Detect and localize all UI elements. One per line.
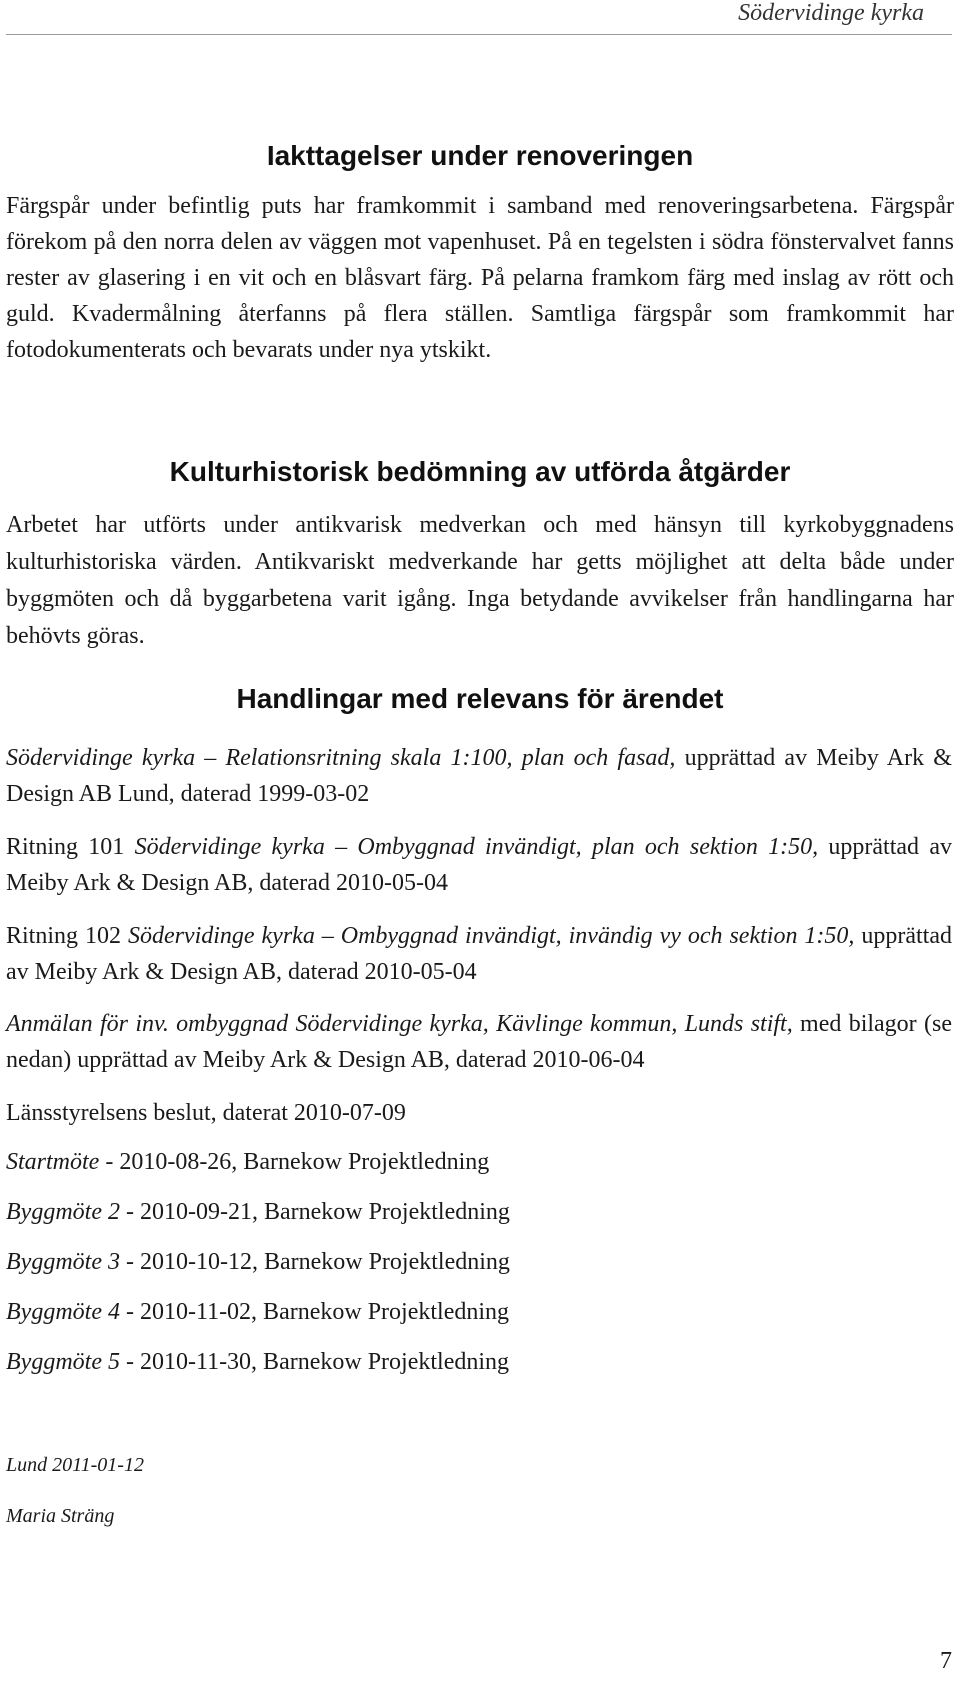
ref-title: Byggmöte 4 (6, 1299, 120, 1325)
document-ref-1 (6, 740, 952, 812)
ref-title: Startmöte (6, 1149, 100, 1175)
ref-prefix: Ritning 101 (6, 834, 135, 860)
signature-place-date: Lund 2011-01-12 (6, 1454, 144, 1476)
ref-title: Södervidinge kyrka – Ombyggnad invändigt, plan och sektion 1:50, (134, 834, 819, 860)
document-ref-3 (6, 918, 952, 990)
paragraph-assessment: Arbetet har utförts under antikvarisk medverkan och med hänsyn till kyrkobyggnadens kulturhistoriska värden. Antikvariskt medverkande har getts möjlighet att delta både under byggmöten och då byggarbetena varit igång. Inga betydande avvikelser från handlingarna har behövts göras. (6, 512, 954, 649)
ref-rest: - 2010-11-02, Barnekow Projektledning (119, 1299, 510, 1325)
ref-title: Södervidinge kyrka – Relationsritning skala 1:100, plan och fasad, (6, 745, 676, 771)
document-ref-2 (6, 829, 952, 901)
running-head: Södervidinge kyrka (738, 0, 924, 26)
ref-rest: upprättad av Meiby Ark & Design AB, daterad 2010-05-04 (6, 834, 952, 896)
ref-rest: upprättad av Meiby Ark & Design AB Lund, daterad 1999-03-02 (6, 745, 952, 807)
ref-rest: Länsstyrelsens beslut, daterat 2010-07-09 (6, 1100, 406, 1126)
ref-title: Byggmöte 3 (6, 1249, 120, 1275)
section-heading-assessment: Kulturhistorisk bedömning av utförda åtgärder (169, 456, 791, 487)
ref-rest: - 2010-11-30, Barnekow Projektledning (119, 1349, 510, 1375)
ref-rest: - 2010-10-12, Barnekow Projektledning (119, 1249, 510, 1275)
document-ref-10 (6, 1344, 952, 1380)
ref-title: Byggmöte 2 (6, 1199, 120, 1225)
signature-name: Maria Sträng (6, 1505, 115, 1527)
ref-title: Södervidinge kyrka – Ombyggnad invändigt, invändig vy och sektion 1:50, (127, 923, 855, 949)
ref-rest: upprättad av Meiby Ark & Design AB, daterad 2010-05-04 (6, 923, 952, 985)
ref-prefix: Ritning 102 (6, 923, 128, 949)
document-ref-9 (6, 1294, 952, 1330)
section-heading-documents: Handlingar med relevans för ärendet (236, 683, 724, 714)
ref-rest: med bilagor (se nedan) upprättad av Meiby Ark & Design AB, daterad 2010-06-04 (6, 1011, 952, 1073)
page-number: 7 (940, 1648, 952, 1674)
document-ref-4 (6, 1006, 952, 1078)
document-ref-6 (6, 1144, 952, 1180)
header-rule (6, 34, 952, 35)
ref-title: Anmälan för inv. ombyggnad Södervidinge kyrka, Kävlinge kommun, Lunds stift, (6, 1011, 793, 1037)
document-ref-7 (6, 1194, 952, 1230)
section-heading-observations: Iakttagelser under renoveringen (266, 140, 694, 171)
ref-rest: - 2010-09-21, Barnekow Projektledning (119, 1199, 510, 1225)
document-ref-5 (6, 1095, 952, 1131)
ref-title: Byggmöte 5 (6, 1349, 120, 1375)
document-ref-8 (6, 1244, 952, 1280)
ref-rest: - 2010-08-26, Barnekow Projektledning (99, 1149, 490, 1175)
paragraph-observations: Färgspår under befintlig puts har framkommit i samband med renoveringsarbetena. Färgspår förekom på den norra delen av väggen mot vapenhuset. På en tegelsten i södra fönstervalvet fanns rester av glasering i en vit och en blåsvart färg. På pelarna framkom färg med inslag av rött och guld. Kvadermålning återfanns på flera ställen. Samtliga färgspår som framkommit har fotodokumenterats och bevarats under nya ytskikt. (6, 193, 954, 363)
